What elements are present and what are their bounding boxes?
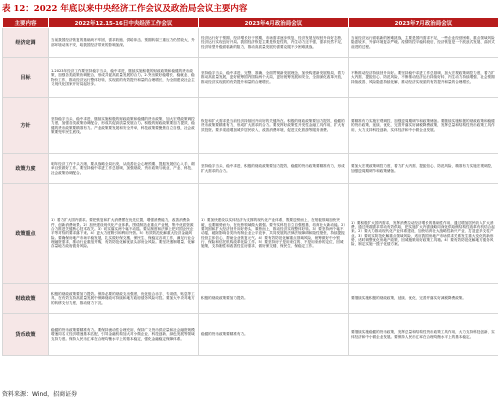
cell-text: 要继续实施积极的财政政策，延续、优化、完善并落实好减税降费政策。 [351, 296, 466, 301]
header-category: 主要内容 [3, 18, 49, 28]
header-row [3, 18, 499, 28]
table-body [3, 28, 499, 356]
cell-text: 1）要积极扩大国内需求，发挥消费拉动经济增长的基础性作用，通过增加居民收入扩大消费，通过终端需求带动有效供给，把实施扩大内需战略同深化供给侧结构性改革有机结合起来。2）要大力推动现代化产业体系建设，加快培育壮大战略性新兴产业、打造更多支柱产业。3）要切实防范化解重点领域风险，适应我国房地产市场供求关系发生重大变化的新形势，适时调整优化房地产政策，因城施策用好政策工具箱。4）要有效防范化解地方债务风险，制定实施一揽子化债方案。 [351, 220, 495, 247]
table-row [3, 314, 499, 356]
table-row [3, 28, 499, 58]
table-cell [349, 314, 499, 356]
table-cell [49, 314, 199, 356]
cell-text: 当前经济运行面临新的困难挑战，主要是国内需求不足，一些企业经营困难，重点领域风险隐患较多，外部环境复杂严峻。疫情防控平稳转段后，经济恢复是一个波浪式发展、曲折式前进的过程。 [351, 36, 495, 49]
row-category: 经济定调 [3, 28, 49, 58]
cell-text: 积极的财政政策要加力提效。 [201, 296, 248, 301]
source-note: 资料来源：Wind，招商证券 [2, 391, 78, 398]
table-cell [49, 98, 199, 154]
cell-text: 恢复和扩大需求是当前经济持续回升向好的关键所在。积极的财政政策要加力提效，稳健的货币政策要精准有力，形成扩大需求的合力。要发挥好政策性开发性金融工具作用，扩大有效投资。要多渠道增加城乡居民收入，改善消费环境，促进文化旅游等服务消费。 [201, 119, 345, 132]
table-row [3, 284, 499, 314]
row-category: 方针 [3, 98, 49, 154]
table-row [3, 154, 499, 184]
cell-text: 要精准有力实施宏观调控，加强逆周期调节和政策储备。要继续实施积极的财政政策和稳健的货币政策，延续、优化、完善并落实好减税降费政策，发挥总量和结构性货币政策工具作用，大力支持科技创新、实体经济和中小微企业发展。 [351, 119, 495, 132]
table-cell [199, 184, 349, 284]
table-row [3, 98, 499, 154]
header-jul-2023: 2023年7月政治局会议 [349, 18, 499, 28]
table-cell [199, 284, 349, 314]
cell-text: 坚持稳字当头、稳中求进，完整、准确、全面贯彻新发展理念，加快构建新发展格局，着力推动高质量发展，更好统筹国内国际两个大局，更好统筹发展和安全，全面深化改革开放，推动经济实现质的有效提升和量的合理增长。 [201, 71, 345, 84]
table-cell [349, 284, 499, 314]
cell-text: 不断推动经济持续回升向好。要坚持稳中求进工作总基调，加大宏观政策调控力度，着力扩大内需、提振信心、防范风险，不断推动经济运行持续好转、内生动力持续增强、社会预期持续改善、风险隐患持续化解，推动经济实现质的有效提升和量的合理增长。 [351, 71, 495, 84]
policy-table [2, 17, 498, 356]
table-cell [49, 58, 199, 98]
cell-text: 坚持稳字当头、稳中求进，积极的财政政策要加力提效，稳健的货币政策要精准有力，形成扩大需求的合力。 [201, 164, 345, 173]
cell-text: 稳健的货币政策要精准有力。要保持流动性合理充裕，保持广义货币供应量和社会融资规模增速同名义经济增速基本匹配，引导金融机构加大对小微企业、科技创新、绿色发展等领域支持力度。保持人民币汇率在合理均衡水平上的基本稳定，强化金融稳定保障体系。 [51, 328, 195, 341]
page-title: 表 12：2022 年底以来中央经济工作会议及政治局会议主要内容 [2, 4, 248, 14]
cell-text: 当前我国经济恢复的基础尚不牢固，需求收缩、供给冲击、预期转弱三重压力仍然较大，外部环境动荡不安，给我国经济带来的影响加深。 [51, 38, 195, 47]
cell-text: 1）着力扩大国内需求。要把恢复和扩大消费摆在优先位置，增强消费能力，改善消费条件，创新消费场景。2）加快建设现代化产业体系。围绕制造业重点产业链，集中优质资源合力推进关键核心技术攻关。3）切实落实两个毫不动摇。要从制度和法律上把对国企民企平等对待的要求落下来。4）更大力度吸引和利用外资。5）有效防范化解重大经济金融风险。要确保房地产市场平稳发展，扎实做好保交楼、保民生、保稳定各项工作，满足行业合理融资需求，推动行业重组并购，有效防范化解优质头部房企风险。要坚决遏制增量、化解存量地方政府债务风险。 [51, 218, 195, 249]
row-category: 政策重点 [3, 184, 49, 284]
cell-text: 要继续实施稳健的货币政策，发挥总量和结构性货币政策工具作用，大力支持科技创新、实体经济和中小微企业发展。要保持人民币汇率在合理均衡水平上的基本稳定。 [351, 330, 495, 339]
cell-text: 明年经济工作千头万绪，要从战略全局出发，从改善社会心理预期、提振发展信心入手，纲举目张做好工作。要坚持稳中求进工作总基调，加强财政、货币政策与就业、产业、科技、社会政策协调配合。 [51, 162, 195, 175]
header-apr-2023: 2023年4月政治局会议 [199, 18, 349, 28]
cell-text: 稳健的货币政策要精准有力。 [201, 332, 248, 337]
table-cell [49, 28, 199, 58]
table-header [3, 18, 499, 28]
table-cell [199, 28, 349, 58]
table-row [3, 184, 499, 284]
cell-text: 1.2023年经济工作要坚持稳字当头、稳中求进，继续实施积极的财政政策和稳健的货币政策，加强各类政策协调配合，形成共促高质量发展的合力。2.突出做好稳增长、稳就业、稳物价工作，推动经济运行整体好转，实现质的有效提升和量的合理增长，为全面建设社会主义现代化国家开好局起好步。 [51, 68, 195, 86]
cell-text: 要加大宏观政策调控力度，着力扩大内需、提振信心、防范风险，精准有力实施宏观调控，加强逆周期调节和政策储备。 [351, 164, 495, 173]
table-cell [49, 284, 199, 314]
table-cell [349, 58, 499, 98]
row-category: 财政政策 [3, 284, 49, 314]
table-cell [349, 154, 499, 184]
table-cell [349, 98, 499, 154]
cell-text: 坚持稳字当头、稳中求进，继续实施积极的财政政策和稳健的货币政策，加大宏观政策调控力度，加强各类政策协调配合，形成共促高质量发展合力。积极的财政政策要加力提效，稳健的货币政策要精准有力。产业政策要发展和安全并举，科技政策要聚焦自立自强，社会政策要兜牢民生底线。 [51, 116, 195, 134]
row-category: 目标 [3, 58, 49, 98]
table-cell [199, 98, 349, 154]
table-cell [199, 314, 349, 356]
row-category: 货币政策 [3, 314, 49, 356]
table-cell [199, 154, 349, 184]
cell-text: 积极的财政政策要加力提效。保持必要的财政支出强度，优化组合赤字、专项债、贴息等工具，在有效支持高质量发展中保障财政可持续和地方政府债务风险可控。要加大中央对地方的转移支付力度，推动财力下沉。 [51, 292, 195, 305]
cell-text: 1）要加快建设以实体经济为支撑的现代化产业体系，既要逆势而上，在短板领域加快突破，也要顺势而为，在优势领域做大做强。要夯实科技自立自强根基，培育壮大新动能。2）要巩固和扩大经济回升向好势头，乘势而上，推动经济实现整体好转。3）要坚持两个毫不动摇，破除影响各类所有制企业公平竞争、共同发展的法律法规障碍和隐性壁垒，持续提振经营主体信心，帮助企业恢复元气。4）要有效防范化解重点领域风险，统筹做好中小银行、保险和信托机构改革化险工作。5）要坚持房子是用来住的、不是用来炒的定位，因城施策，支持刚性和改善性住房需求，做好保交楼、保民生、保稳定工作。 [201, 218, 346, 249]
table-row [3, 58, 499, 98]
header-dec-2022: 2022年12.15-16日中央经济工作会议 [49, 18, 199, 28]
table-cell [49, 154, 199, 184]
row-category: 政策力度 [3, 154, 49, 184]
table-cell [349, 184, 499, 284]
table-cell [199, 58, 349, 98]
policy-table-container [2, 17, 498, 387]
cell-text: 经济运行好于预期，经济增长好于预期，市场需求逐步恢复，经济发展呈现回升向好态势，经济运行实现良好开局。我国经济恢复主要是恢复性的，内生动力还不强，需求仍然不足，经济转型升级面临新的阻力，推动高质量发展仍需要克服不少困难挑战。 [201, 36, 345, 49]
table-cell [49, 184, 199, 284]
table-cell [349, 28, 499, 58]
